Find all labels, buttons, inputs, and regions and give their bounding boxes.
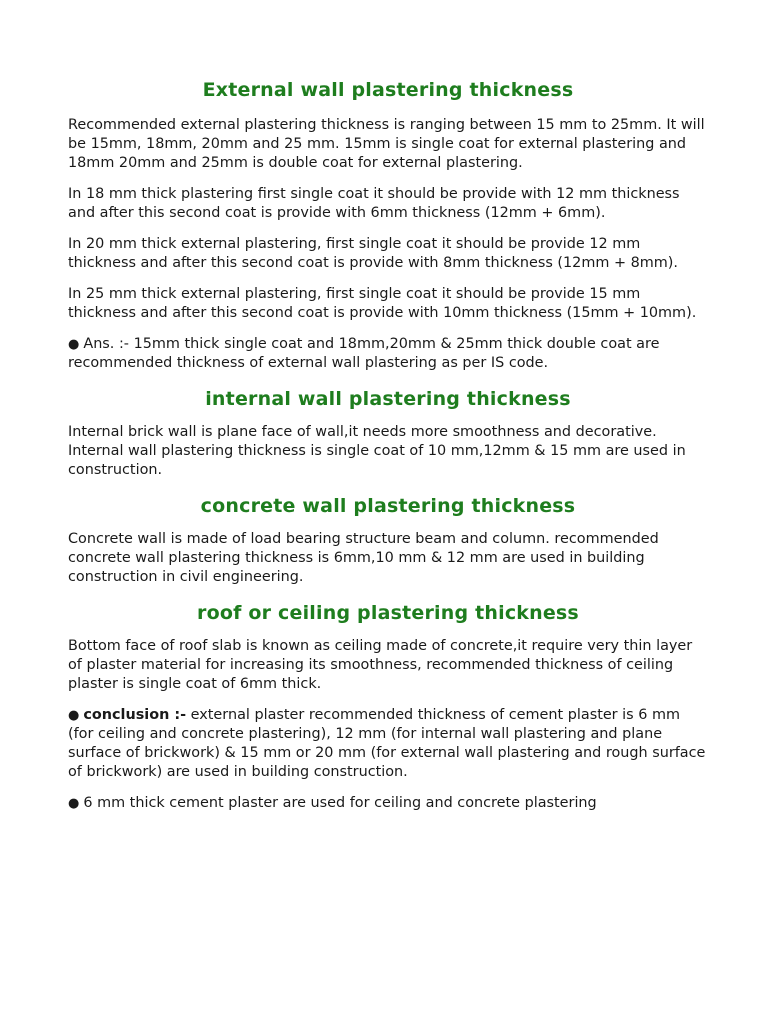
heading-roof-ceiling: roof or ceiling plastering thickness [197,602,579,624]
final-note-text: 6 mm thick cement plaster are used for ceiling and concrete plastering [83,795,597,811]
conclusion-label: conclusion :- [83,707,187,723]
paragraph-conclusion [68,706,708,782]
heading-internal-wall: internal wall plastering thickness [205,388,571,410]
paragraph-external-answer [68,335,708,373]
heading-concrete-wall: concrete wall plastering thickness [200,495,576,517]
bullet-icon: ● [68,708,80,723]
bullet-icon: ● [68,337,80,352]
paragraph-internal: Internal brick wall is plane face of wall,it needs more smoothness and decorative. Internal wall plastering thickness is single coat of 10 mm,12mm & 15 mm are used in construction. [68,424,686,478]
conclusion-text: external plaster recommended thickness of cement plaster is 6 mm (for ceiling and concrete plastering), 12 mm (for internal wall plastering and plane surface of brickwork) & 15 mm or 20 mm (for external wall plastering and rough surface of brickwork) are used in building construction. [68,707,706,780]
paragraph-concrete: Concrete wall is made of load bearing structure beam and column. recommended concrete wall plastering thickness is 6mm,10 mm & 12 mm are used in building construction in civil engineering. [68,531,659,585]
paragraph-external-25mm: In 25 mm thick external plastering, first single coat it should be provide 15 mm thickness and after this second coat is provide with 10mm thickness (15mm + 10mm). [68,286,697,321]
heading-external-wall: External wall plastering thickness [202,79,574,101]
paragraph-external-18mm: In 18 mm thick plastering first single coat it should be provide with 12 mm thickness and after this second coat is provide with 6mm thickness (12mm + 6mm). [68,186,680,221]
paragraph-external-20mm: In 20 mm thick external plastering, first single coat it should be provide 12 mm thickness and after this second coat is provide with 8mm thickness (12mm + 8mm). [68,236,678,271]
paragraph-roof: Bottom face of roof slab is known as ceiling made of concrete,it require very thin layer of plaster material for increasing its smoothness, recommended thickness of ceiling plaster is single coat of 6mm thick. [68,638,693,692]
paragraph-final-note [68,794,708,813]
paragraph-external-intro: Recommended external plastering thickness is ranging between 15 mm to 25mm. It will be 15mm, 18mm, 20mm and 25 mm. 15mm is single coat for external plastering and 18mm 20mm and 25mm is double coat for external plastering. [68,117,705,171]
article-body [68,76,708,813]
bullet-icon: ● [68,796,80,811]
answer-text: Ans. :- 15mm thick single coat and 18mm,20mm & 25mm thick double coat are recommended thickness of external wall plastering as per IS code. [68,336,660,371]
